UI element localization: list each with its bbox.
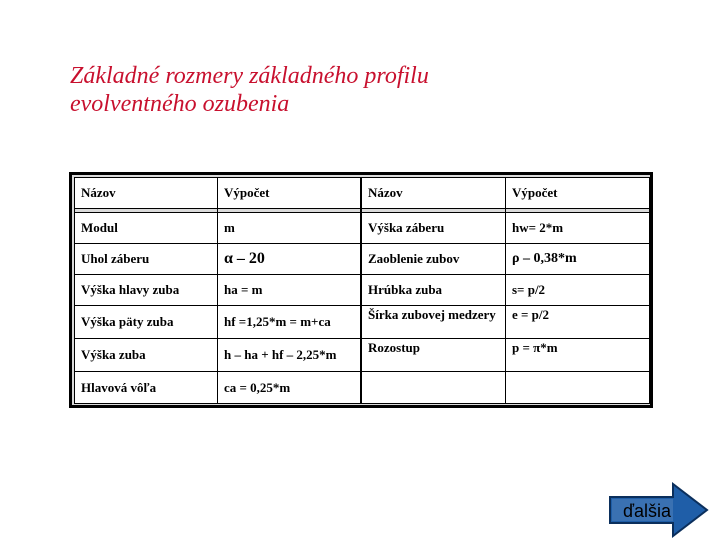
table-cell: ha = m: [218, 275, 362, 306]
table-row: [74, 244, 650, 275]
table-cell: Hlavová vôľa: [74, 372, 218, 404]
table-cell: Zaoblenie zubov: [362, 244, 506, 275]
table-cell: h – ha + hf – 2,25*m: [218, 339, 362, 372]
header-cell: Názov: [362, 177, 506, 209]
table-row: [74, 372, 650, 404]
table-cell: Výška zuba: [74, 339, 218, 372]
table-cell: [506, 372, 650, 404]
table-cell: [362, 372, 506, 404]
table-cell: Výška päty zuba: [74, 306, 218, 339]
header-cell: Názov: [74, 177, 218, 209]
table-cell: Uhol záberu: [74, 244, 218, 275]
table-row: [74, 275, 650, 306]
dimensions-table: [74, 177, 650, 404]
table-cell: Modul: [74, 213, 218, 244]
title-line-2: evolventného ozubenia: [70, 91, 290, 117]
table-cell: e = p/2: [506, 306, 650, 339]
table-row: [74, 339, 650, 372]
title-line-1: Základné rozmery základného profilu: [70, 63, 429, 89]
table-cell: Výška záberu: [362, 213, 506, 244]
dimensions-table-frame: [69, 172, 653, 408]
table-cell: Hrúbka zuba: [362, 275, 506, 306]
header-cell: Výpočet: [506, 177, 650, 209]
table-cell: hw= 2*m: [506, 213, 650, 244]
table-row: [74, 213, 650, 244]
table-cell: Rozostup: [362, 339, 506, 372]
table-cell: ca = 0,25*m: [218, 372, 362, 404]
next-button[interactable]: [609, 482, 709, 538]
table-cell: ρ – 0,38*m: [506, 244, 650, 275]
table-cell: s= p/2: [506, 275, 650, 306]
table-cell: p = π*m: [506, 339, 650, 372]
table-cell: hf =1,25*m = m+ca: [218, 306, 362, 339]
table-header-row: [74, 177, 650, 209]
table-cell: m: [218, 213, 362, 244]
next-button-label: ďalšia: [622, 501, 672, 521]
header-cell: Výpočet: [218, 177, 362, 209]
table-row: [74, 306, 650, 339]
table-cell: Výška hlavy zuba: [74, 275, 218, 306]
table-cell: α – 20: [218, 244, 362, 275]
page-title: [70, 62, 630, 118]
table-cell: Šírka zubovej medzery: [362, 306, 506, 339]
